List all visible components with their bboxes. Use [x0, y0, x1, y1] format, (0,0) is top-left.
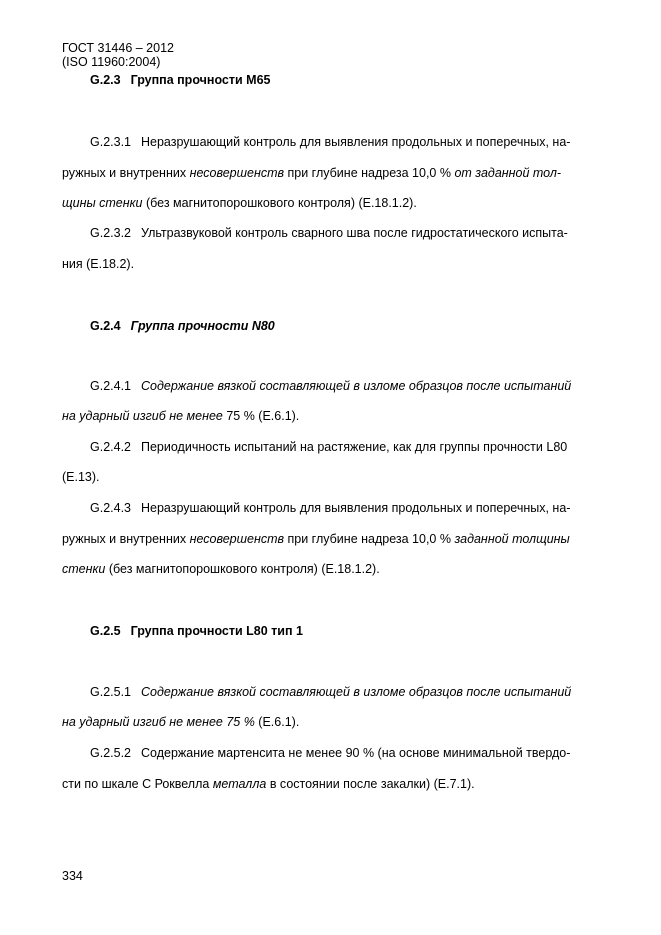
section-title: Группа прочности N80	[130, 319, 275, 333]
paragraph-line: стенки (без магнитопорошкового контроля) (Е.18.1.2).	[62, 562, 380, 576]
clause-number: G.2.3.2	[90, 226, 131, 240]
section-number: G.2.4	[90, 319, 121, 333]
clause-number: G.2.4.1	[90, 379, 131, 393]
paragraph-line: щины стенки (без магнитопорошкового контроля) (Е.18.1.2).	[62, 196, 417, 210]
standard-iso-code: (ISO 11960:2004)	[62, 55, 161, 69]
clause-number: G.2.4.2	[90, 440, 131, 454]
section-title: Группа прочности М65	[130, 73, 271, 87]
section-heading-g23	[90, 72, 270, 88]
paragraph-line: G.2.3.1 Неразрушающий контроль для выявления продольных и поперечных, на-	[90, 135, 571, 149]
paragraph-line: (Е.13).	[62, 470, 100, 484]
paragraph-line: на ударный изгиб не менее 75 % (Е.6.1).	[62, 715, 300, 729]
paragraph-line: ния (Е.18.2).	[62, 257, 135, 271]
standard-code: ГОСТ 31446 – 2012	[62, 41, 174, 55]
clause-number: G.2.5.1	[90, 685, 131, 699]
paragraph-line: сти по шкале С Роквелла металла в состоянии после закалки) (Е.7.1).	[62, 777, 475, 791]
page-number: 334	[62, 869, 83, 883]
paragraph-line: ружных и внутренних несовершенств при глубине надреза 10,0 % заданной толщины	[62, 532, 570, 546]
paragraph-line: G.2.4.2 Периодичность испытаний на растяжение, как для группы прочности L80	[90, 440, 568, 454]
paragraph-line: G.2.5.1 Содержание вязкой составляющей в изломе образцов после испытаний	[90, 685, 572, 699]
clause-number: G.2.4.3	[90, 501, 131, 515]
section-number: G.2.3	[90, 73, 121, 87]
section-heading-g24	[90, 318, 275, 334]
paragraph-line: на ударный изгиб не менее 75 % (Е.6.1).	[62, 409, 300, 423]
paragraph-line: G.2.3.2 Ультразвуковой контроль сварного шва после гидростатического испыта-	[90, 226, 568, 240]
paragraph-line: ружных и внутренних несовершенств при глубине надреза 10,0 % от заданной тол-	[62, 166, 562, 180]
paragraph-line: G.2.5.2 Содержание мартенсита не менее 90 % (на основе минимальной твердо-	[90, 746, 571, 760]
paragraph-line: G.2.4.1 Содержание вязкой составляющей в изломе образцов после испытаний	[90, 379, 572, 393]
section-heading-g25	[90, 623, 303, 639]
paragraph-line: G.2.4.3 Неразрушающий контроль для выявления продольных и поперечных, на-	[90, 501, 571, 515]
clause-number: G.2.3.1	[90, 135, 131, 149]
clause-number: G.2.5.2	[90, 746, 131, 760]
section-number: G.2.5	[90, 624, 121, 638]
section-title: Группа прочности L80 тип 1	[130, 624, 303, 638]
